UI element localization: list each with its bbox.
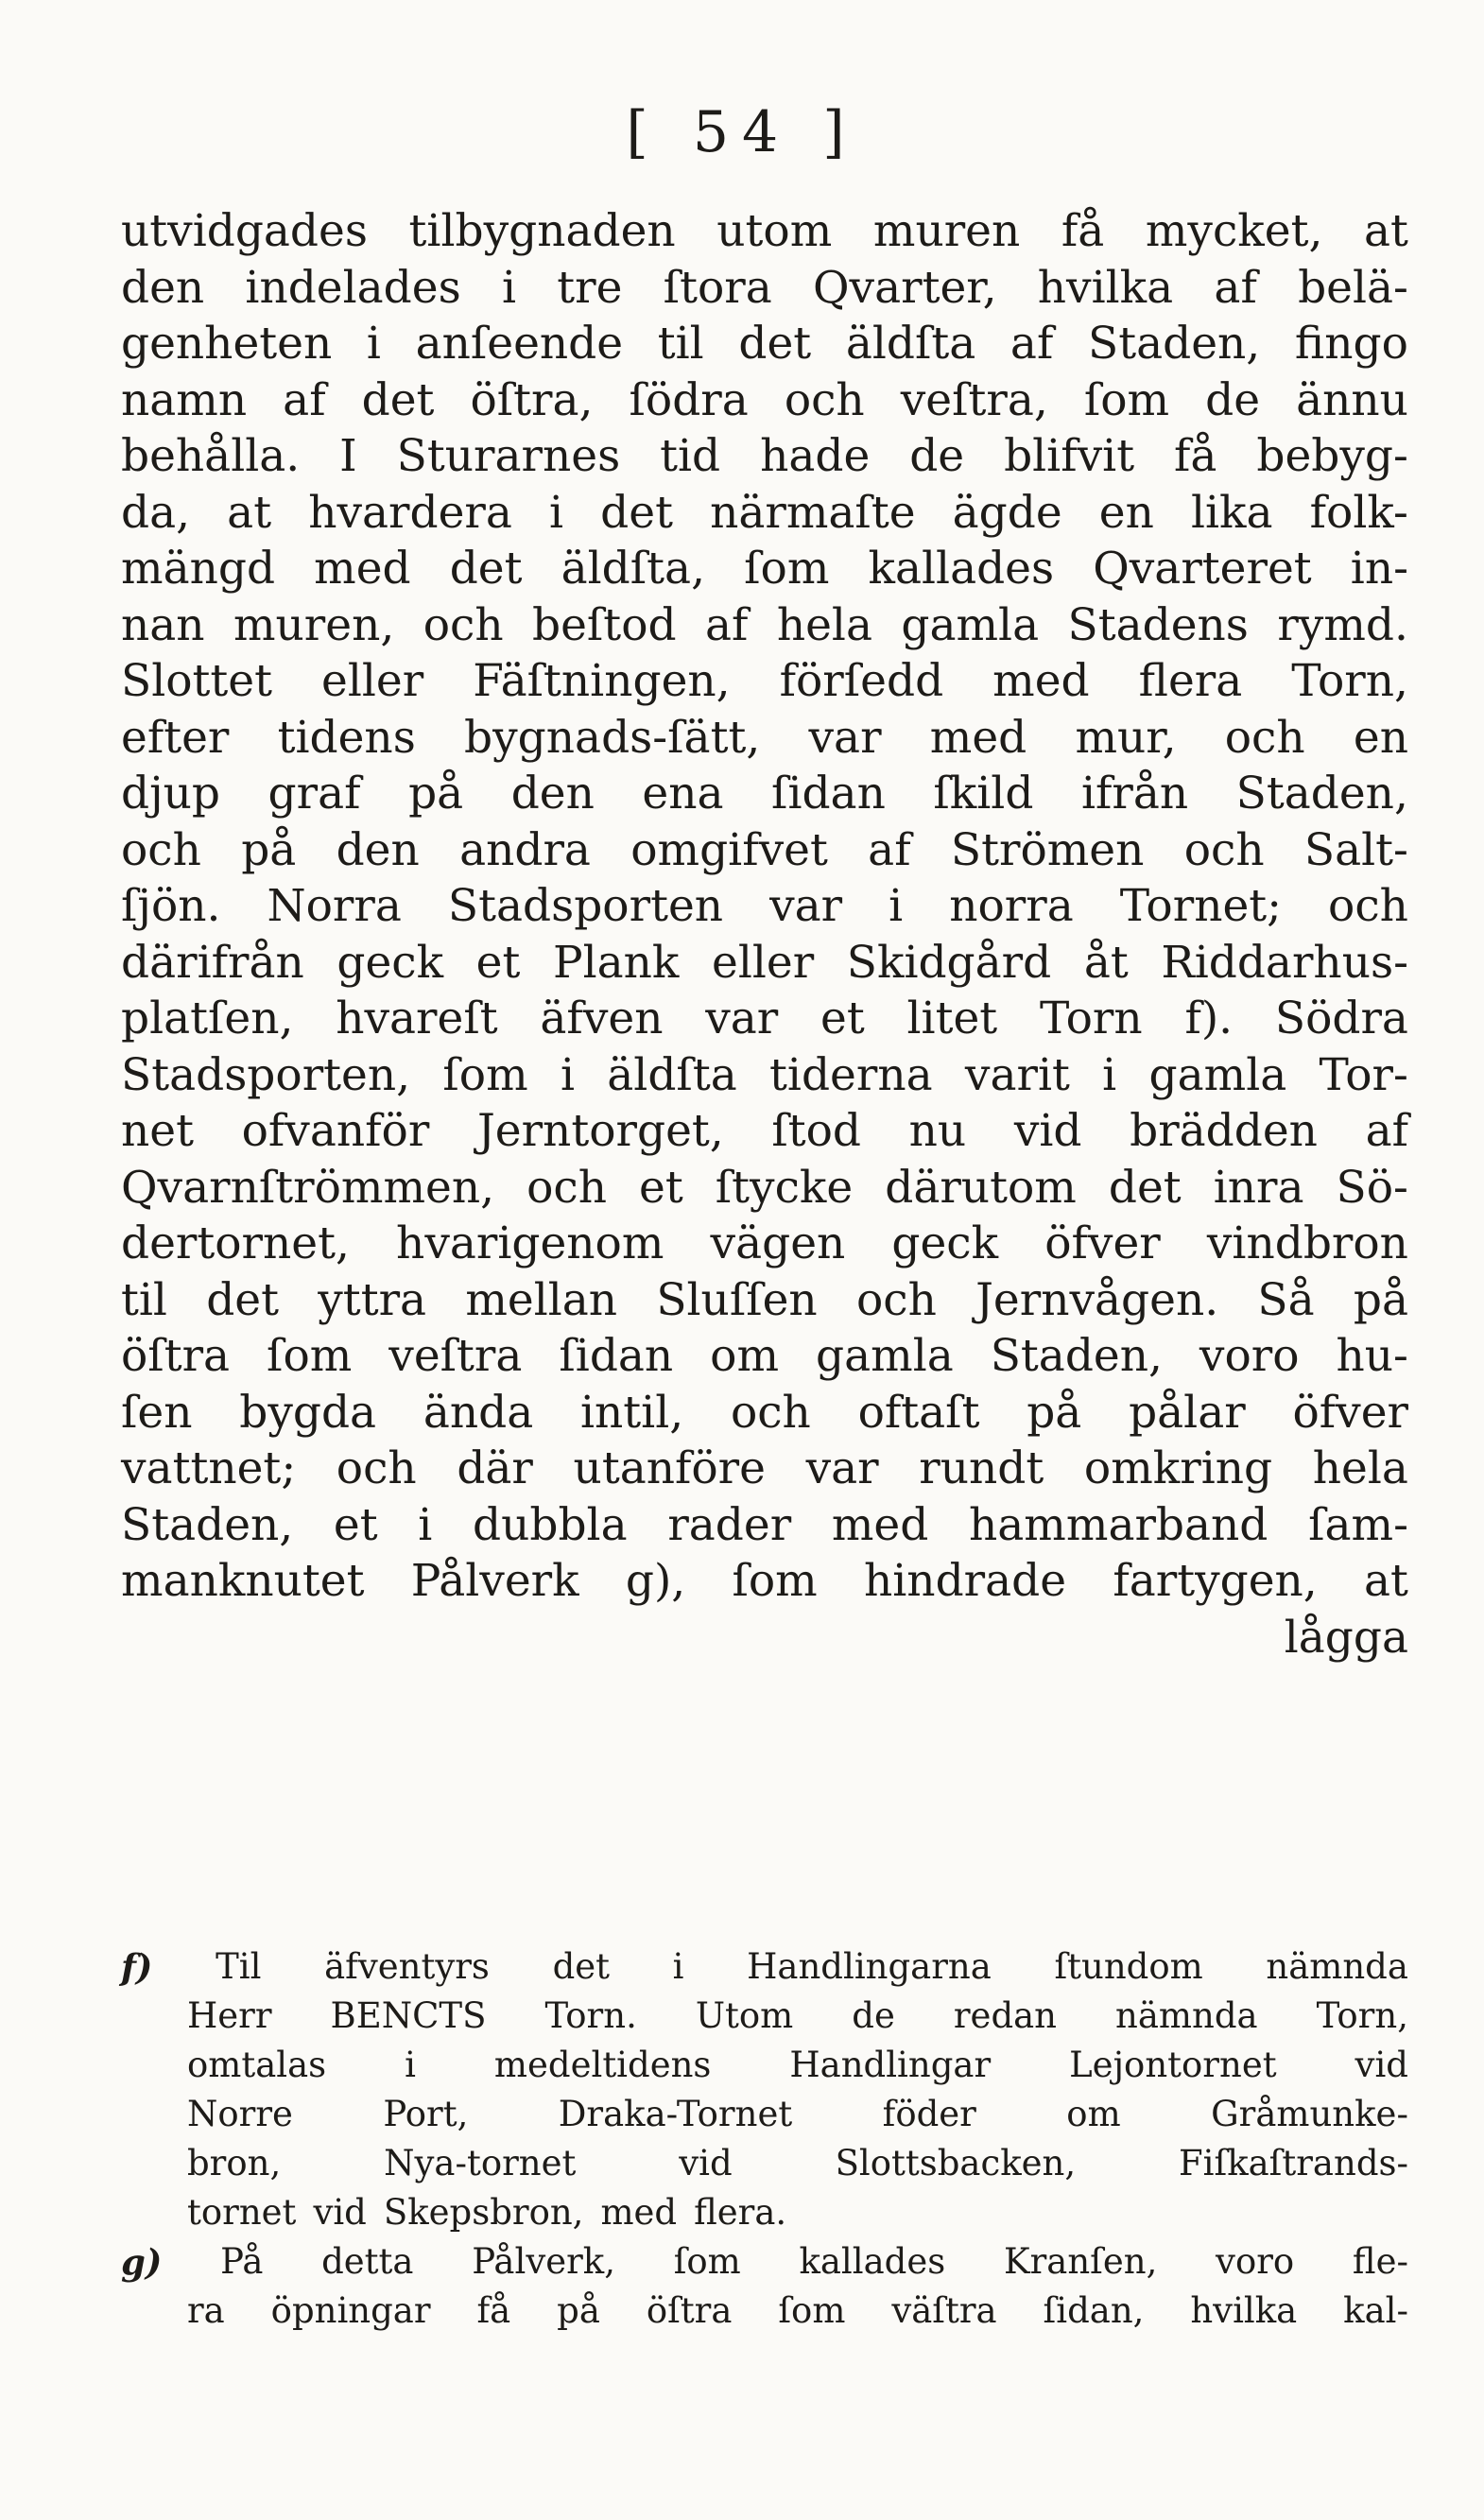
text-line: da, at hvardera i det närmaſte ägde en lika folk- [121, 486, 1408, 539]
main-text [121, 203, 1408, 1666]
text-line: nan muren, och beſtod af hela gamla Stadens rymd. [121, 598, 1408, 651]
text-line: utvidgades tilbygnaden utom muren få mycket, at [121, 205, 1408, 257]
text-line: den indelades i tre ſtora Qvarter, hvilka af belä- [121, 261, 1408, 314]
text-line: behålla. I Sturarnes tid hade de blifvit få bebyg- [121, 430, 1408, 482]
text-line: Qvarnſtrömmen, och et ſtycke därutom det inra Sö- [121, 1161, 1408, 1214]
footnote-line: omtalas i medeltidens Handlingar Lejontornet vid [187, 2045, 1408, 2085]
text-line: vattnet; och där utanföre var rundt omkring hela [121, 1442, 1408, 1494]
text-line: genheten i anſeende til det äldſta af Staden, fingo [121, 318, 1408, 370]
page-number: [ 54 ] [626, 99, 858, 165]
text-line: net ofvanför Jerntorget, ſtod nu vid brädden af [121, 1105, 1408, 1157]
text-line: efter tidens bygnads-ſätt, var med mur, och en [121, 711, 1408, 764]
footnote-line: g) På detta Pålverk, ſom kallades Kranſen, voro fle- [121, 2237, 1408, 2287]
footnote-line: Herr BENCTS Torn. Utom de redan nämnda Torn, [187, 1995, 1408, 2036]
footnote-marker: f) [121, 1946, 153, 1988]
text-line: djup graf på den ena ſidan ſkild ifrån Staden, [121, 768, 1408, 820]
footnote-line: ra öpningar få på öſtra ſom väſtra ſidan, hvilka kal- [187, 2290, 1408, 2331]
text-line: ſen bygda ända intil, och oftaſt på pålar öfver [121, 1386, 1408, 1439]
text-line: dertornet, hvarigenom vägen geck öfver vindbron [121, 1217, 1408, 1269]
text-line: Stadsporten, ſom i äldſta tiderna varit i gamla Tor- [121, 1048, 1408, 1101]
footnote-line: tornet vid Skepsbron, med flera. [187, 2192, 787, 2233]
text-line: och på den andra omgifvet af Strömen och Salt- [121, 823, 1408, 876]
text-line: mängd med det äldſta, ſom kallades Qvarteret in- [121, 543, 1408, 595]
text-line: manknutet Pålverk g), ſom hindrade fartygen, at [121, 1555, 1408, 1607]
text-line: därifrån geck et Plank eller Skidgård åt Riddarhus- [121, 936, 1408, 989]
footnote-marker: g) [121, 2241, 163, 2283]
footnotes [121, 1942, 1408, 2336]
catchword: lågga [1284, 1611, 1408, 1664]
text-line: Slottet eller Fäſtningen, förſedd med flera Torn, [121, 655, 1408, 707]
footnote-line: f) Til äfventyrs det i Handlingarna ſtundom nämnda [121, 1942, 1408, 1992]
text-line: öſtra ſom veſtra ſidan om gamla Staden, voro hu- [121, 1330, 1408, 1382]
text-line: Staden, et i dubbla rader med hammarband ſam- [121, 1498, 1408, 1551]
text-line: til det yttra mellan Sluſſen och Jernvågen. Så på [121, 1273, 1408, 1326]
footnote-line: Norre Port, Draka-Tornet föder om Gråmunke- [187, 2094, 1408, 2134]
text-line: namn af det öſtra, ſödra och veſtra, ſom de ännu [121, 373, 1408, 426]
text-line: ſjön. Norra Stadsporten var i norra Tornet; och [121, 880, 1408, 932]
text-line: platſen, hvareſt äfven var et litet Torn f). Södra [121, 992, 1408, 1044]
footnote-line: bron, Nya-tornet vid Slottsbacken, Fiſkaſtrands- [187, 2143, 1408, 2183]
